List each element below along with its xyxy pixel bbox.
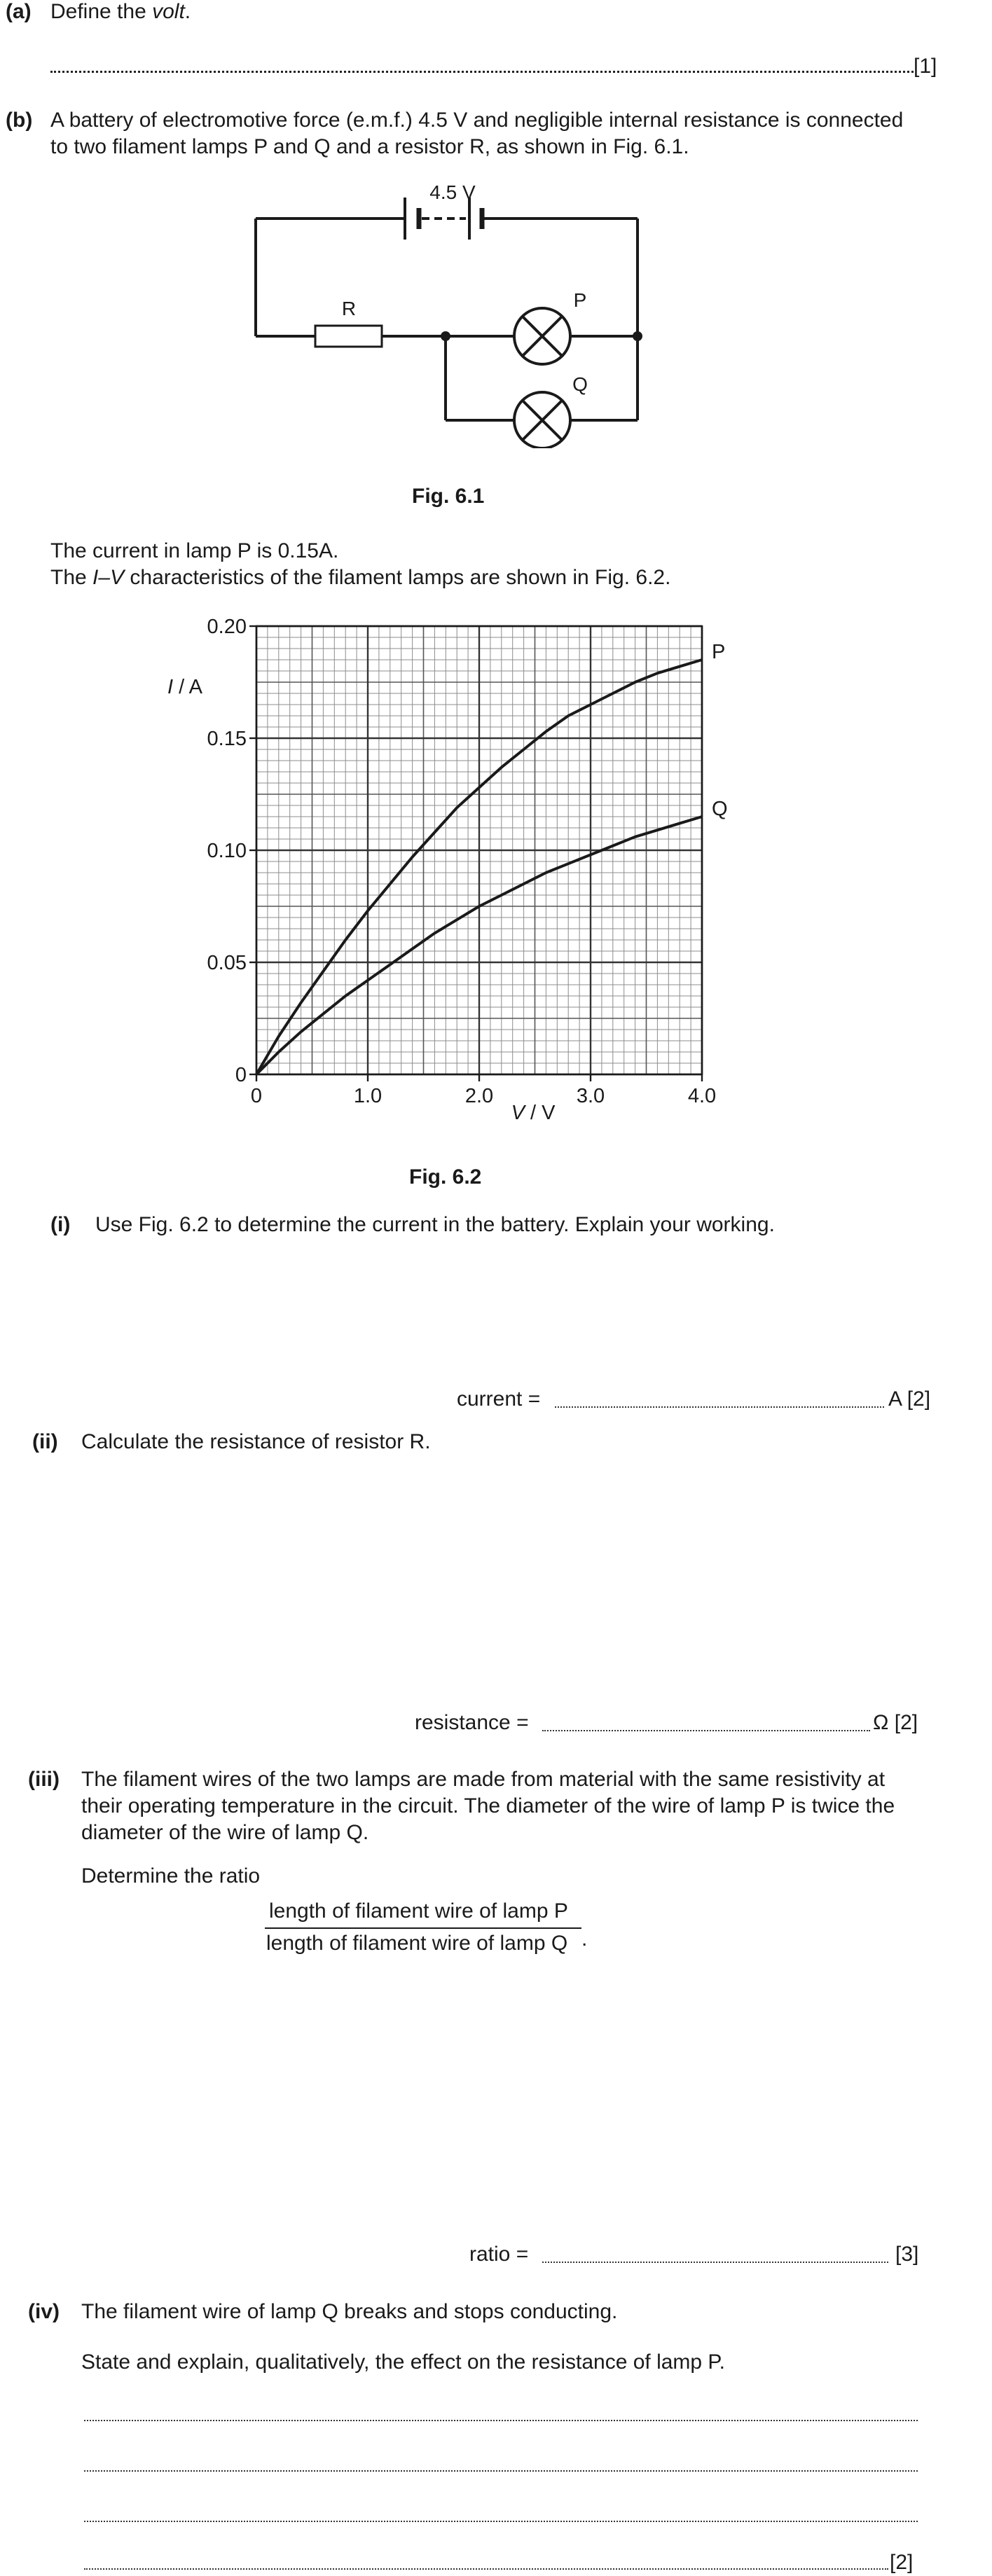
q-iv-answer-line-4[interactable] [84,2568,888,2570]
q-i-text: Use Fig. 6.2 to determine the current in the battery. Explain your working. [95,1213,775,1236]
axis-label-quantity: V [511,1102,525,1124]
part-a-question [50,0,191,25]
q-iii-label: (iii) [28,1768,60,1791]
q-iii-answer-line[interactable] [542,2262,888,2263]
part-a-suffix: . [184,0,191,23]
ratio-denominator: length of filament wire of lamp Q [266,1932,568,1955]
axis-label-unit: / V [524,1102,556,1124]
q-ii-answer-label: resistance = [415,1711,529,1734]
resistor-label: R [341,298,357,319]
fig-6-1-caption: Fig. 6.1 [412,485,485,508]
q-ii-answer-line[interactable] [542,1730,870,1731]
graph-intro-prefix: The [50,566,87,589]
q-iii-text-line3: diameter of the wire of lamp Q. [81,1821,369,1844]
graph-intro [50,565,670,591]
q-iii-text-line2: their operating temperature in the circuit. The diameter of the wire of lamp P is twice the [81,1794,895,1817]
q-iv-label: (iv) [28,2300,60,2323]
x-tick-label: 1.0 [353,1085,383,1107]
q-iv-answer-line-1[interactable] [84,2420,918,2421]
part-a-marks: [1] [914,55,937,78]
part-b-label: (b) [6,109,33,132]
junction-dot-right [633,331,642,341]
lamp-q-label: Q [572,373,588,395]
x-tick-labels [251,1085,716,1107]
axis-label-unit: / A [173,676,202,698]
emf-label: 4.5 V [429,182,476,203]
iv-characteristics-chart [154,609,785,1142]
x-tick-label: 2.0 [464,1085,494,1107]
graph-intro-suffix: characteristics of the filament lamps are shown in Fig. 6.2. [130,566,671,589]
q-iv-answer-line-2[interactable] [84,2470,918,2472]
x-tick-label: 4.0 [687,1085,717,1107]
junction-dot-left [441,331,450,341]
q-iii-text-line1: The filament wires of the two lamps are made from material with the same resistivity at [81,1768,886,1791]
axes [249,626,702,1081]
series-labels [712,641,728,820]
part-a-prefix: Define the [50,0,146,23]
q-ii-unit-marks: Ω [2] [873,1711,918,1734]
q-i-unit-marks: A [2] [888,1387,931,1411]
current-statement: The current in lamp P is 0.15A. [50,539,339,562]
ratio-numerator: length of filament wire of lamp P [269,1899,568,1923]
part-b-intro-line1: A battery of electromotive force (e.m.f.) 4.5 V and negligible internal resistance is connected [50,109,904,132]
series-label-q: Q [712,798,728,820]
lamp-p-label: P [573,289,587,311]
q-iii-answer-label: ratio = [469,2243,529,2266]
part-a-label: (a) [6,0,32,23]
q-ii-text: Calculate the resistance of resistor R. [81,1430,431,1453]
y-tick-label: 0.20 [207,616,247,638]
resistor-r [315,326,382,347]
q-iv-instruction: State and explain, qualitatively, the effect on the resistance of lamp P. [81,2350,725,2374]
y-tick-label: 0.05 [207,952,247,974]
axis-label-quantity: I [167,676,174,698]
q-iv-text: The filament wire of lamp Q breaks and stops conducting. [81,2300,618,2323]
x-axis-label [511,1102,556,1124]
y-tick-label: 0.15 [207,728,247,750]
fig-6-2-caption: Fig. 6.2 [409,1165,482,1189]
y-tick-labels [207,616,247,1086]
q-iv-answer-line-3[interactable] [84,2521,918,2522]
circuit-diagram [238,182,659,448]
part-a-term: volt [152,0,185,23]
x-tick-label: 0 [250,1085,263,1107]
q-i-answer-label: current = [457,1387,541,1411]
part-b-intro-line2: to two filament lamps P and Q and a resistor R, as shown in Fig. 6.1. [50,135,689,158]
q-iii-marks: [3] [895,2243,919,2266]
ratio-period: . [581,1927,588,1951]
y-tick-label: 0 [235,1064,247,1086]
q-ii-label: (ii) [32,1430,58,1453]
y-axis-label [167,676,203,698]
x-tick-label: 3.0 [576,1085,605,1107]
y-tick-label: 0.10 [207,840,247,862]
series-label-p: P [712,641,726,663]
q-iv-marks: [2] [890,2551,914,2574]
part-a-answer-line[interactable] [50,71,914,73]
q-i-label: (i) [50,1213,71,1236]
graph-intro-iv: I–V [92,566,125,589]
fraction-bar [265,1927,581,1929]
q-i-answer-line[interactable] [555,1406,884,1408]
q-iii-determine: Determine the ratio [81,1864,261,1888]
